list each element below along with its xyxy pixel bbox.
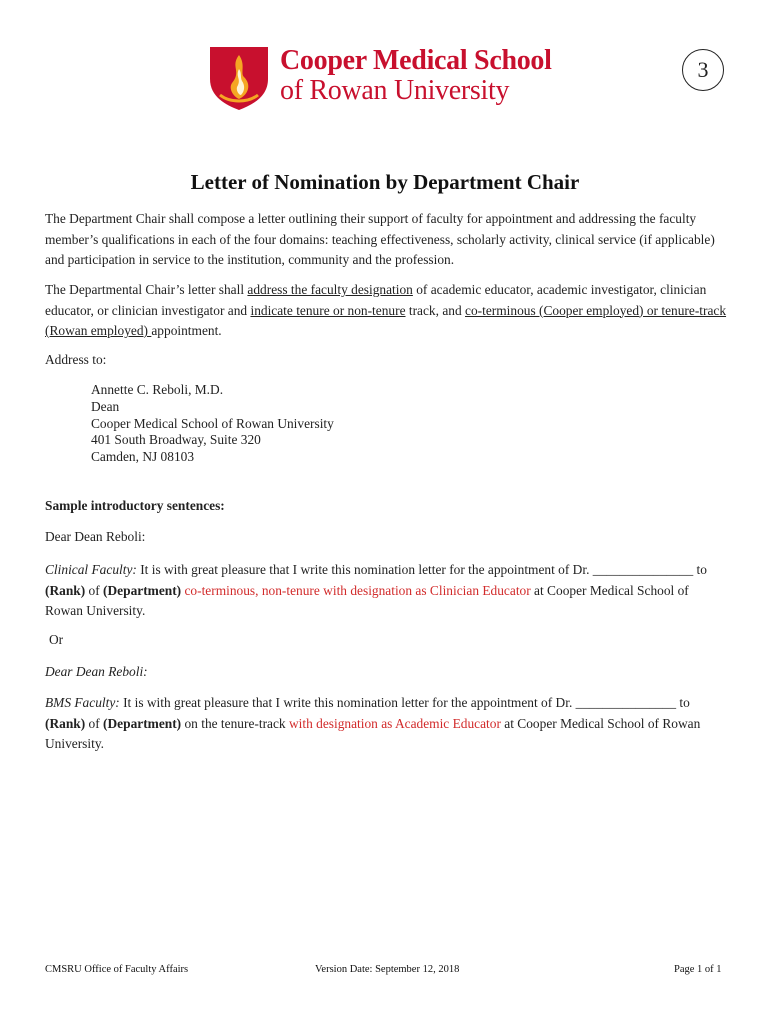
sample-header: Sample introductory sentences: xyxy=(45,498,225,513)
label: BMS Faculty: xyxy=(45,695,120,710)
institution-logo xyxy=(208,45,568,115)
underlined-text: co-terminous (Cooper employed) or tenure-track (Rowan employed) xyxy=(45,302,727,338)
underlined-text: address the faculty designation xyxy=(247,282,413,297)
rank-placeholder: (Rank) xyxy=(45,582,86,598)
text: It is with great pleasure that I write this nomination letter for the appointment of Dr. _______________ to xyxy=(119,695,690,710)
address-street: 401 South Broadway, Suite 320 xyxy=(91,432,261,448)
text: The Departmental Chair’s letter shall xyxy=(45,282,248,297)
logo-text-line2: of Rowan University xyxy=(280,75,510,106)
logo-text-line1: Cooper Medical School xyxy=(280,45,552,76)
footer-office: CMSRU Office of Faculty Affairs xyxy=(45,964,189,975)
text: It is with great pleasure that I write this nomination letter for the appointment of Dr. _______________ to xyxy=(136,562,707,577)
paragraph-requirements xyxy=(45,280,730,342)
shield-flame-icon xyxy=(208,45,270,111)
paragraph-intro: The Department Chair shall compose a letter outlining their support of faculty for appointment and addressing the faculty member’s qualifications in each of the four domains: teaching effectiveness, scholarly activity, clinical service (if applicable) and participation in service to the institution, community and the profession. xyxy=(45,211,715,267)
clinical-faculty-sample xyxy=(45,560,730,622)
department-placeholder: (Department) xyxy=(103,715,182,731)
salutation-alt: Dear Dean Reboli: xyxy=(45,664,148,679)
highlighted-text: with designation as Academic Educator xyxy=(288,715,501,731)
text: of xyxy=(85,582,104,598)
page-number-badge: 3 xyxy=(682,49,724,91)
bms-faculty-sample xyxy=(45,693,730,755)
document-title: Letter of Nomination by Department Chair xyxy=(190,170,580,194)
text: of xyxy=(85,715,104,731)
highlighted-text: co-terminous, non-tenure with designation as Clinician Educator xyxy=(181,582,531,598)
salutation: Dear Dean Reboli: xyxy=(45,529,146,544)
rank-placeholder: (Rank) xyxy=(45,715,86,731)
address-org: Cooper Medical School of Rowan University xyxy=(91,415,334,431)
address-city: Camden, NJ 08103 xyxy=(91,449,195,465)
label: Clinical Faculty: xyxy=(45,562,137,577)
text: of academic educator, academic investigator, clinician educator, or clinician investigator and xyxy=(45,282,707,318)
footer-page-count: Page 1 of 1 xyxy=(674,964,722,975)
address-to-label: Address to: xyxy=(45,352,107,367)
text: track, and xyxy=(405,302,466,318)
text: at Cooper Medical School of Rowan University. xyxy=(45,715,701,751)
address-title: Dean xyxy=(91,398,120,414)
text: appointment. xyxy=(151,323,222,338)
underlined-text: indicate tenure or non-tenure xyxy=(250,302,406,318)
department-placeholder: (Department) xyxy=(103,582,182,598)
footer-version-date: Version Date: September 12, 2018 xyxy=(315,964,460,975)
address-name: Annette C. Reboli, M.D. xyxy=(91,382,224,397)
text: at Cooper Medical School of Rowan University. xyxy=(45,582,689,618)
or-separator: Or xyxy=(49,632,64,647)
address-block xyxy=(91,382,334,466)
text: on the tenure-track xyxy=(181,715,289,731)
